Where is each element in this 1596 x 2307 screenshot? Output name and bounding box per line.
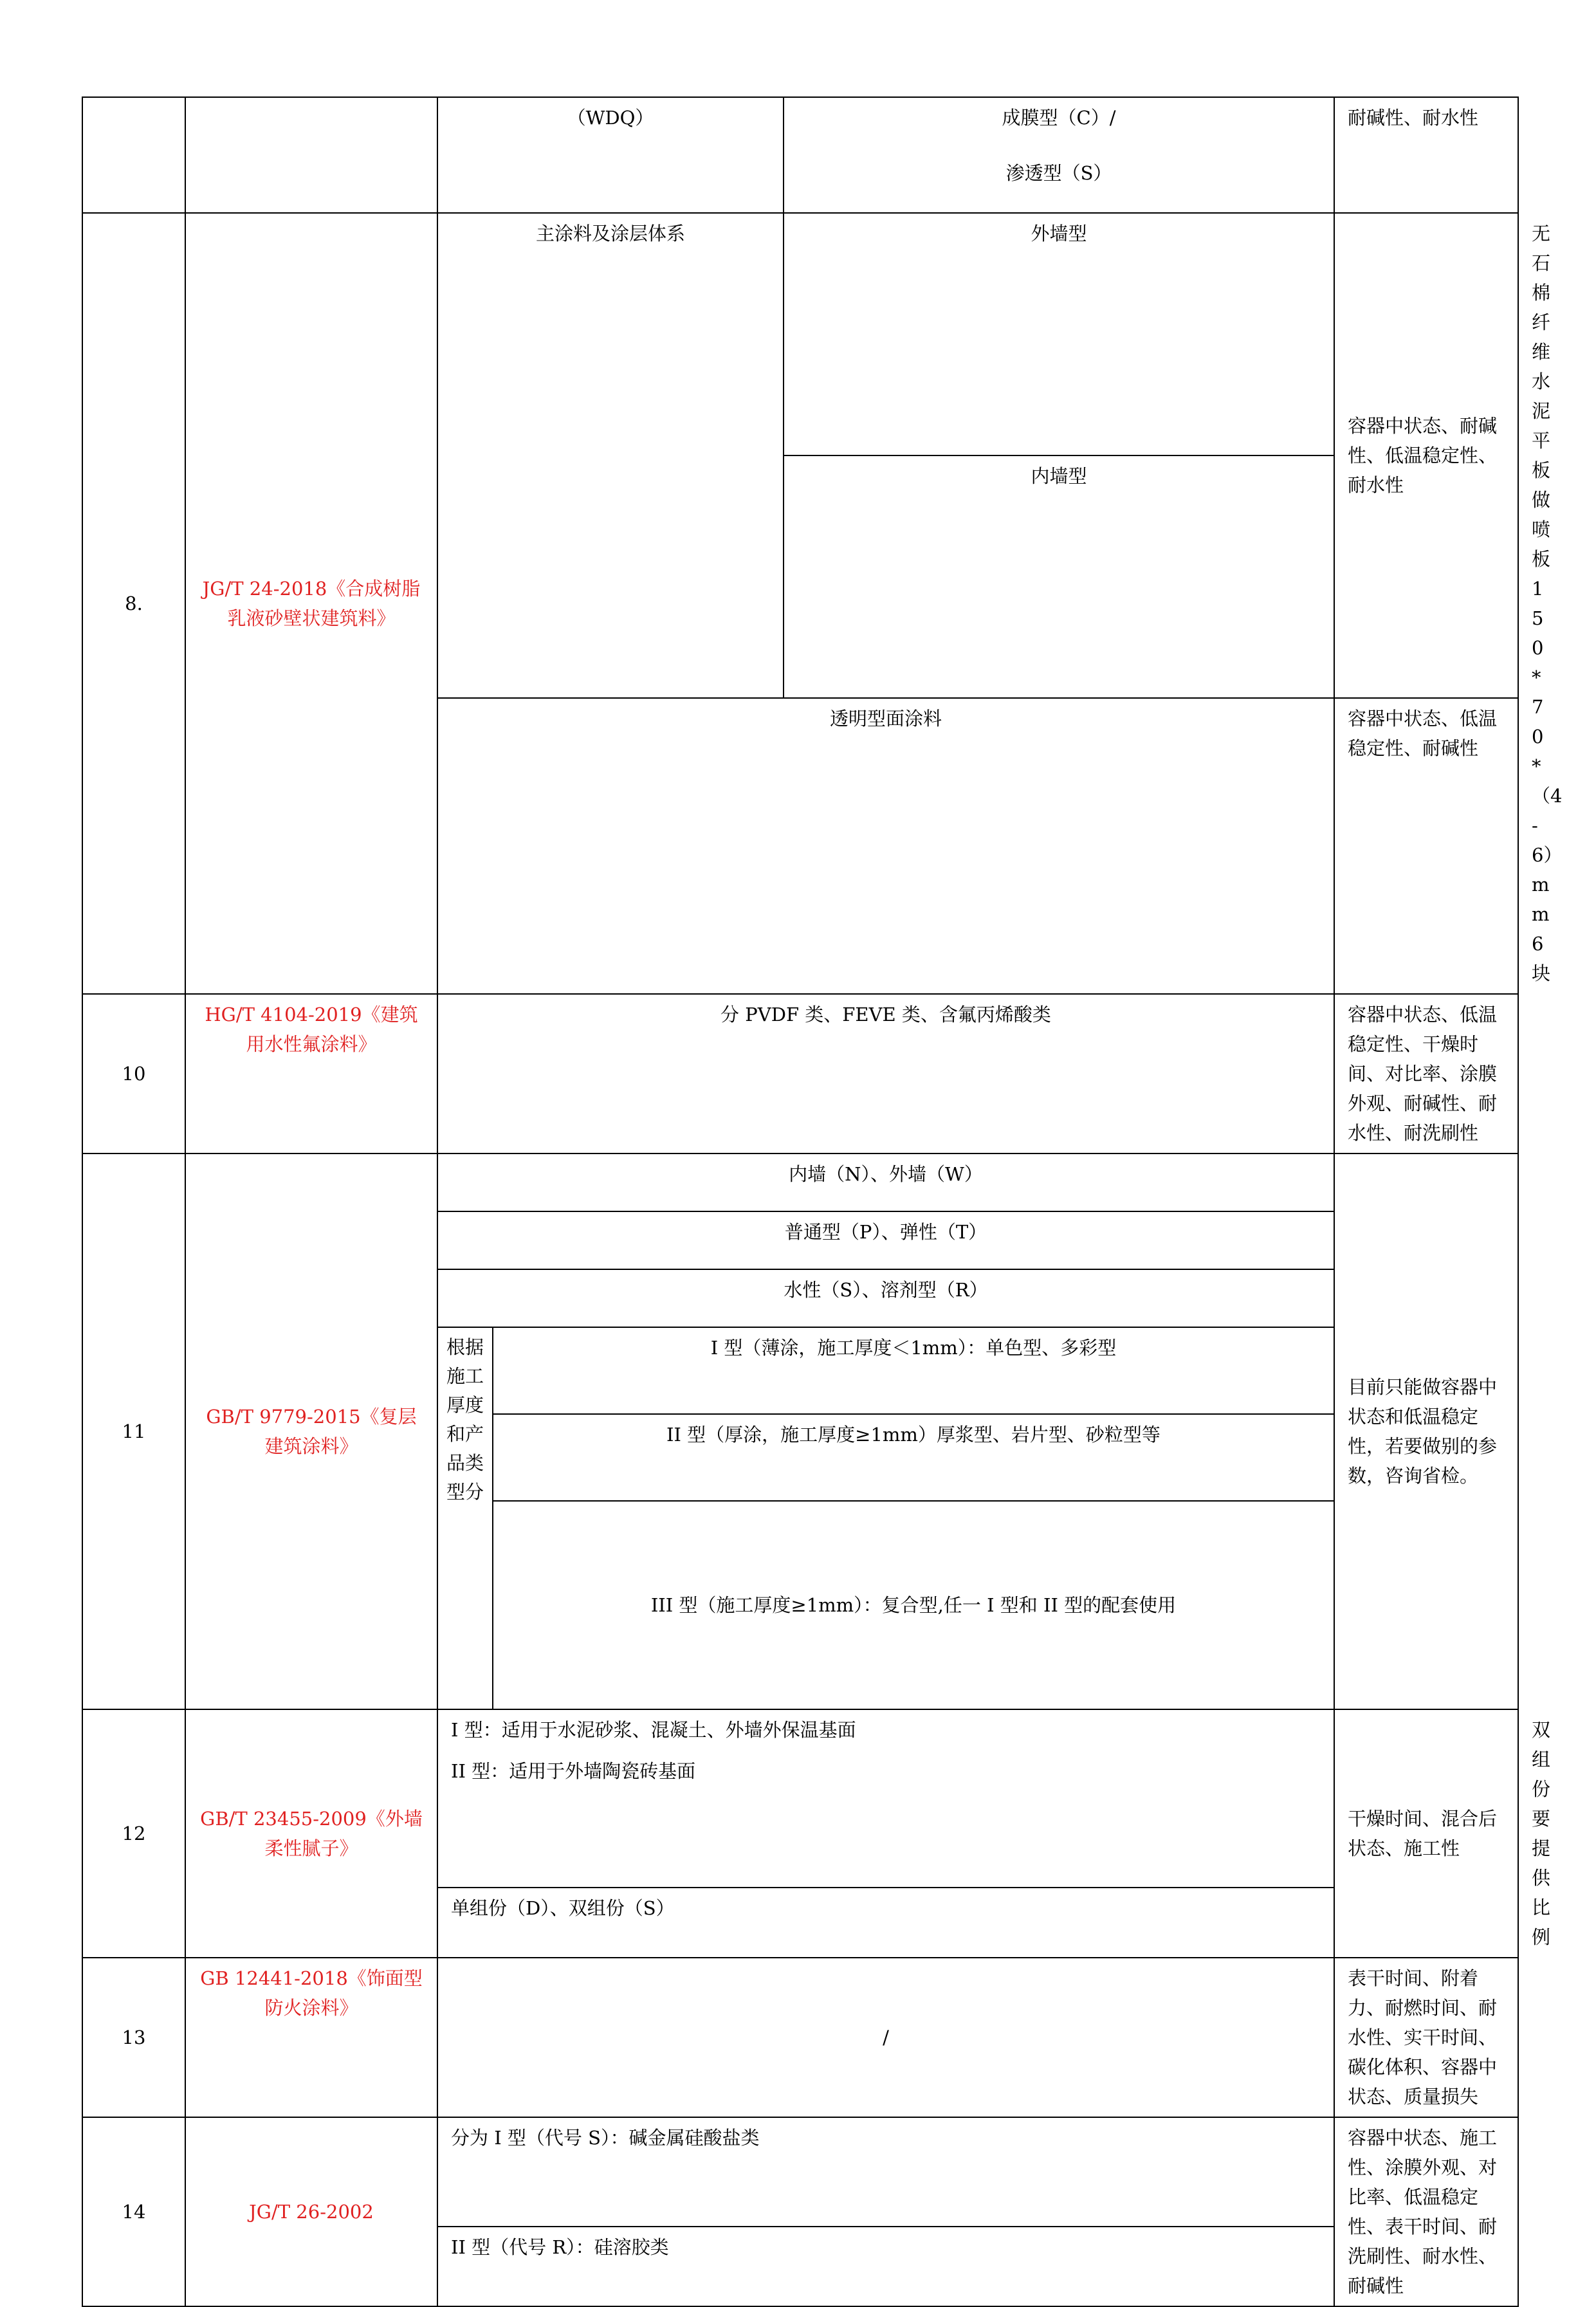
elasticity-type: 普通型（P）、弹性（T） [437,1211,1334,1269]
table-row [82,1154,1518,1211]
test-items: 耐碱性、耐水性 [1334,97,1518,213]
table-row: 12 GB/T 23455-2009《外墙柔性腻子》 I 型：适用于水泥砂浆、混凝土、外墙外保温基面 II 型：适用于外墙陶瓷砖基面 干燥时间、混合后状态、施工性 双组份要提供比例 [82,1709,1518,1888]
row-number: 12 [82,1709,185,1958]
exterior-type: 外墙型 [784,213,1334,455]
product-type: / [437,1958,1334,2117]
test-items: 容器中状态、低温稳定性、干燥时间、对比率、涂膜外观、耐碱性、耐水性、耐洗刷性 [1334,994,1518,1154]
row-number: 13 [82,1958,185,2117]
table-row [82,97,1518,213]
main-coating-label: 主涂料及涂层体系 [437,213,784,698]
test-items: 容器中状态、施工性、涂膜外观、对比率、低温稳定性、表干时间、耐洗刷性、耐水性、耐碱性 [1334,2117,1518,2306]
table-row [82,994,1518,1154]
table-row [82,1958,1518,2117]
wall-type: 内墙（N）、外墙（W） [437,1154,1334,1211]
standards-table [82,97,1563,2307]
product-subtype: 成膜型（C）/ 渗透型（S） [784,97,1334,213]
type-i: I 型（薄涂，施工厚度＜1mm）：单色型、多彩型 [493,1327,1334,1414]
table-row: 8. JG/T 24-2018《合成树脂乳液砂壁状建筑料》 主涂料及涂层体系 外墙型 容器中状态、耐碱性、低温稳定性、耐水性 无石棉纤维水泥平板做喷板 150*70*（4-6）mm 6 块 [82,213,1518,455]
test-items: 目前只能做容器中状态和低温稳定性，若要做别的参数，咨询省检。 [1334,1154,1518,1709]
standard-name: GB 12441-2018《饰面型防火涂料》 [185,1958,437,2117]
type-i: 分为 I 型（代号 S）：碱金属硅酸盐类 [437,2117,1334,2227]
clear-topcoat: 透明型面涂料 [437,698,1334,995]
test-items: 容器中状态、耐碱性、低温稳定性、耐水性 [1334,213,1518,698]
test-items: 干燥时间、混合后状态、施工性 [1334,1709,1518,1958]
standard-name: GB/T 23455-2009《外墙柔性腻子》 [185,1709,437,1958]
table-row [82,2117,1518,2227]
row-number: 8. [82,213,185,994]
standard-name: GB/T 9779-2015《复层建筑涂料》 [185,1154,437,1709]
row-number: 11 [82,1154,185,1709]
product-type: 分 PVDF 类、FEVE 类、含氟丙烯酸类 [437,994,1334,1154]
type-iii: III 型（施工厚度≥1mm）：复合型,任一 I 型和 II 型的配套使用 [493,1501,1334,1709]
type-ii: II 型（厚涂，施工厚度≥1mm）厚浆型、岩片型、砂粒型等 [493,1414,1334,1501]
standard-name: HG/T 4104-2019《建筑用水性氟涂料》 [185,994,437,1154]
solvent-type: 水性（S）、溶剂型（R） [437,1269,1334,1327]
putty-types: I 型：适用于水泥砂浆、混凝土、外墙外保温基面 II 型：适用于外墙陶瓷砖基面 [437,1709,1334,1888]
test-items: 表干时间、附着力、耐燃时间、耐水性、实干时间、碳化体积、容器中状态、质量损失 [1334,1958,1518,2117]
type-ii: II 型（代号 R）：硅溶胶类 [437,2227,1334,2306]
product-type: （WDQ） [437,97,784,213]
standard-name [185,97,437,213]
interior-type: 内墙型 [784,455,1334,698]
row-number: 14 [82,2117,185,2306]
component-type: 单组份（D）、双组份（S） [437,1888,1334,1958]
test-items: 容器中状态、低温稳定性、耐碱性 [1334,698,1518,995]
row-number [82,97,185,213]
standard-name: JG/T 24-2018《合成树脂乳液砂壁状建筑料》 [185,213,437,994]
thickness-category-label: 根据施工厚度和产品类型分 [437,1327,493,1709]
standard-name: JG/T 26-2002 [185,2117,437,2306]
row-number: 10 [82,994,185,1154]
